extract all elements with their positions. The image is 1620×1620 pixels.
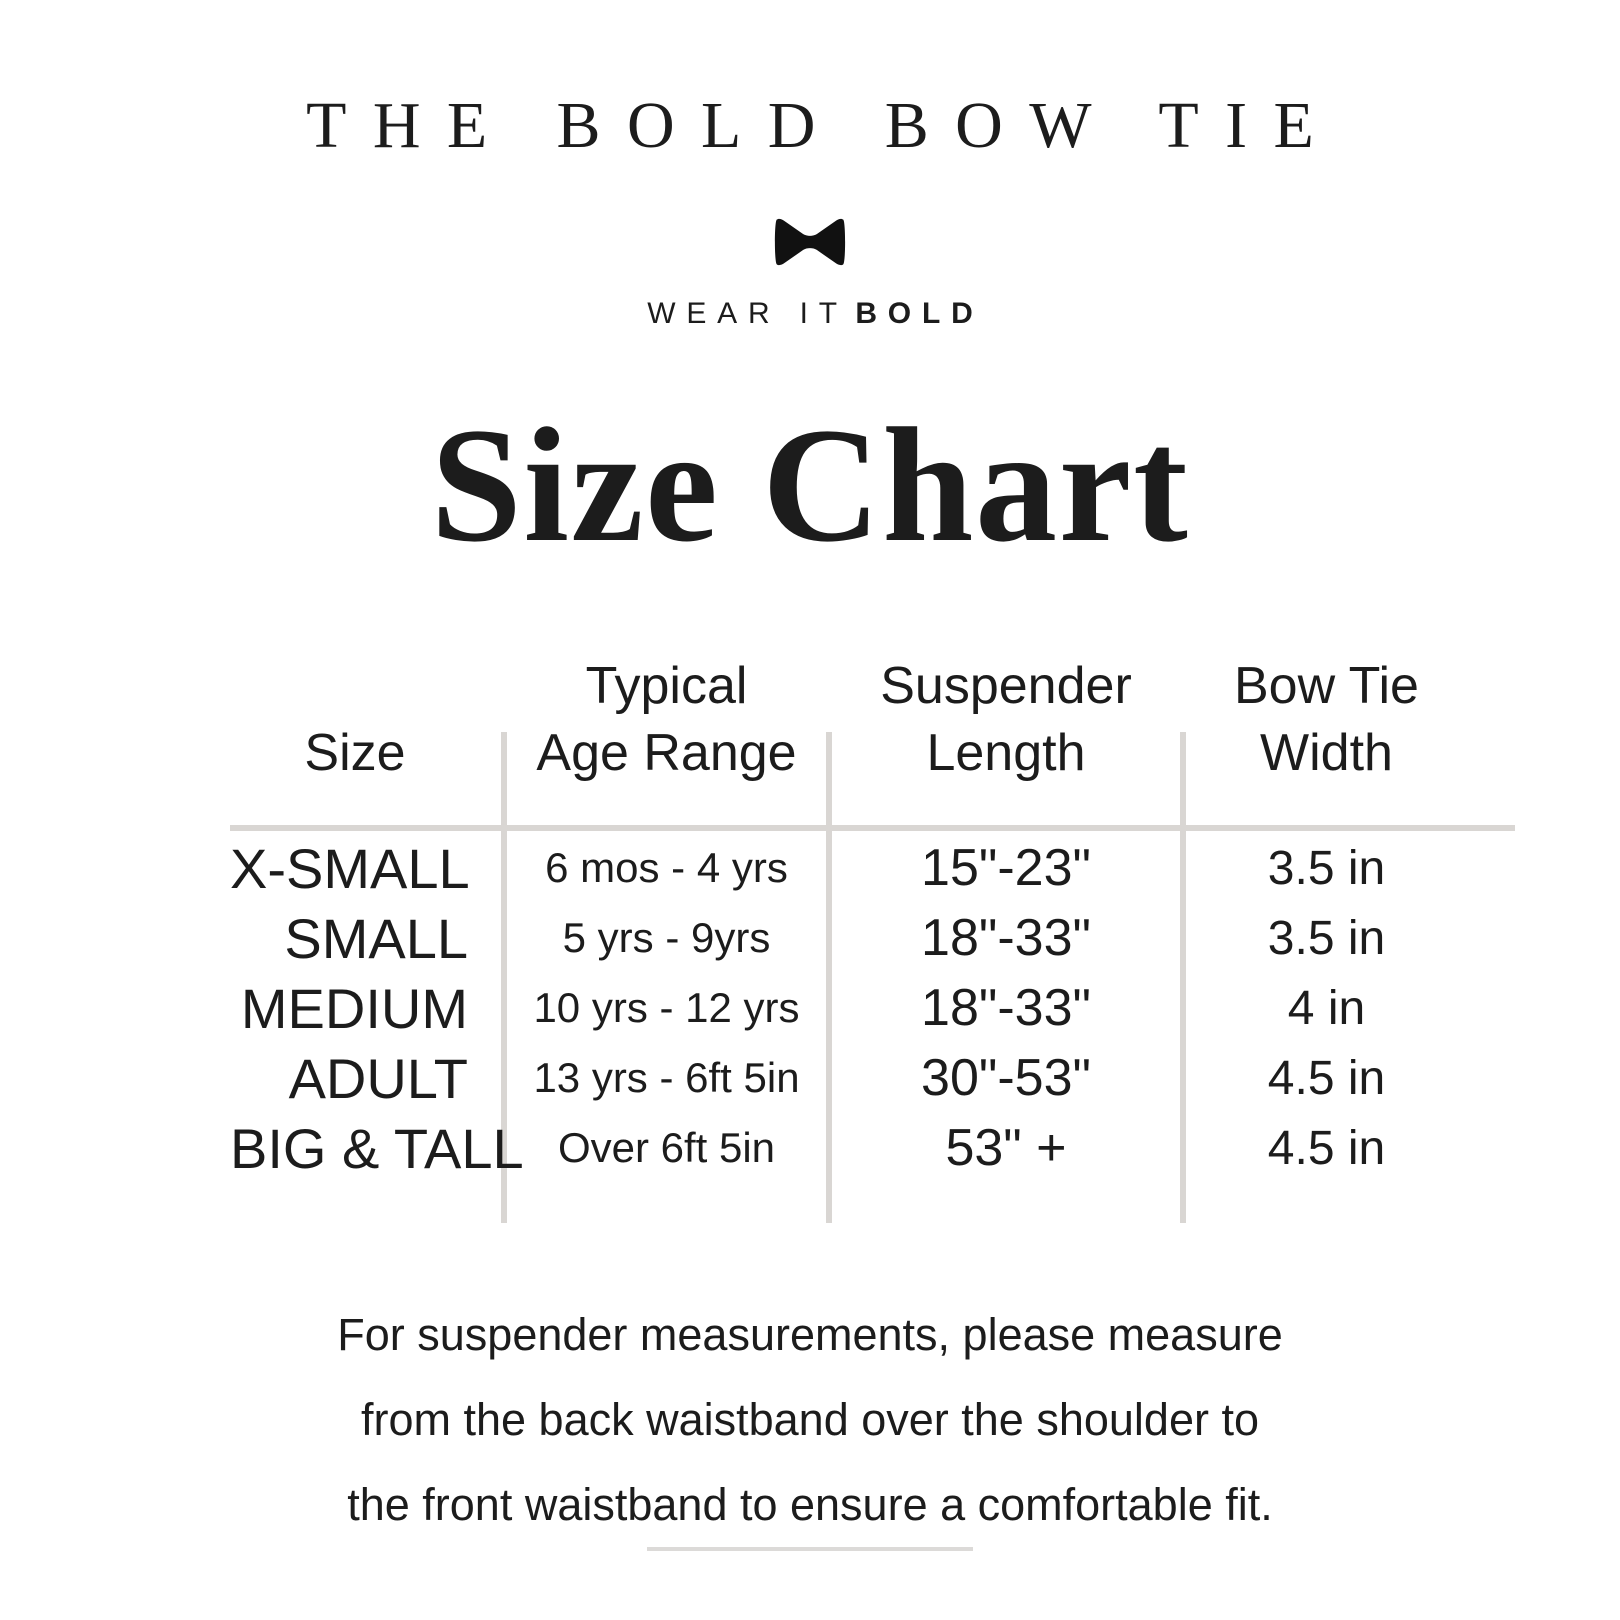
note-line: For suspender measurements, please measure bbox=[337, 1309, 1283, 1360]
header-line1: Suspender bbox=[880, 657, 1132, 715]
cell-suspender-length: 53" + bbox=[945, 1119, 1067, 1177]
cell-size: BIG & TALL bbox=[230, 1116, 524, 1180]
header-line1: Typical bbox=[585, 657, 748, 715]
cell-size: MEDIUM bbox=[240, 976, 468, 1040]
bow-tie-icon bbox=[0, 215, 1620, 269]
cell-bow-tie-width: 3.5 in bbox=[1267, 841, 1386, 895]
measurement-note bbox=[0, 1292, 1620, 1547]
cell-age-range: Over 6ft 5in bbox=[557, 1124, 776, 1171]
cell-bow-tie-width: 4.5 in bbox=[1267, 1121, 1386, 1175]
table-row bbox=[230, 903, 1515, 973]
cell-size: ADULT bbox=[288, 1046, 468, 1110]
header-line2: Size bbox=[304, 724, 406, 782]
column-header-bow-tie-width bbox=[1183, 653, 1515, 787]
table-row bbox=[230, 1113, 1515, 1183]
cell-age-range: 6 mos - 4 yrs bbox=[545, 844, 788, 891]
table-row bbox=[230, 1043, 1515, 1113]
cell-bow-tie-width: 4.5 in bbox=[1267, 1051, 1386, 1105]
header-line1 bbox=[230, 653, 480, 720]
note-line: from the back waistband over the shoulder to bbox=[360, 1394, 1259, 1445]
cell-suspender-length: 30"-53" bbox=[921, 1049, 1091, 1107]
cell-age-range: 5 yrs - 9yrs bbox=[562, 914, 771, 961]
header-line2: Width bbox=[1260, 724, 1393, 782]
column-header-suspender-length bbox=[829, 653, 1183, 787]
header-line2: Length bbox=[926, 724, 1086, 782]
cell-suspender-length: 18"-33" bbox=[921, 909, 1091, 967]
cell-size: SMALL bbox=[284, 906, 468, 970]
cell-suspender-length: 18"-33" bbox=[921, 979, 1091, 1037]
cell-size: X-SMALL bbox=[230, 836, 470, 900]
tagline-prefix: WEAR IT bbox=[647, 297, 848, 330]
size-table bbox=[230, 653, 1515, 1233]
cell-suspender-length: 15"-23" bbox=[921, 839, 1091, 897]
column-header-age-range bbox=[504, 653, 829, 787]
header-rule bbox=[230, 825, 1515, 831]
header-line1: Bow Tie bbox=[1234, 657, 1419, 715]
note-line: the front waistband to ensure a comfortable fit. bbox=[347, 1479, 1273, 1530]
page-title: Size Chart bbox=[430, 395, 1190, 576]
brand-tagline bbox=[0, 297, 1620, 331]
table-body bbox=[230, 833, 1515, 1183]
brand-title: THE BOLD BOW TIE bbox=[306, 89, 1341, 162]
table-row bbox=[230, 973, 1515, 1043]
cell-age-range: 13 yrs - 6ft 5in bbox=[533, 1054, 800, 1101]
header-line2: Age Range bbox=[536, 724, 797, 782]
cell-bow-tie-width: 3.5 in bbox=[1267, 911, 1386, 965]
column-header-size bbox=[230, 653, 504, 787]
table-row bbox=[230, 833, 1515, 903]
cell-bow-tie-width: 4 in bbox=[1287, 981, 1366, 1035]
cell-age-range: 10 yrs - 12 yrs bbox=[533, 984, 800, 1031]
footer-divider bbox=[647, 1547, 973, 1551]
table-header-row bbox=[230, 653, 1515, 787]
tagline-bold: BOLD bbox=[855, 297, 984, 330]
